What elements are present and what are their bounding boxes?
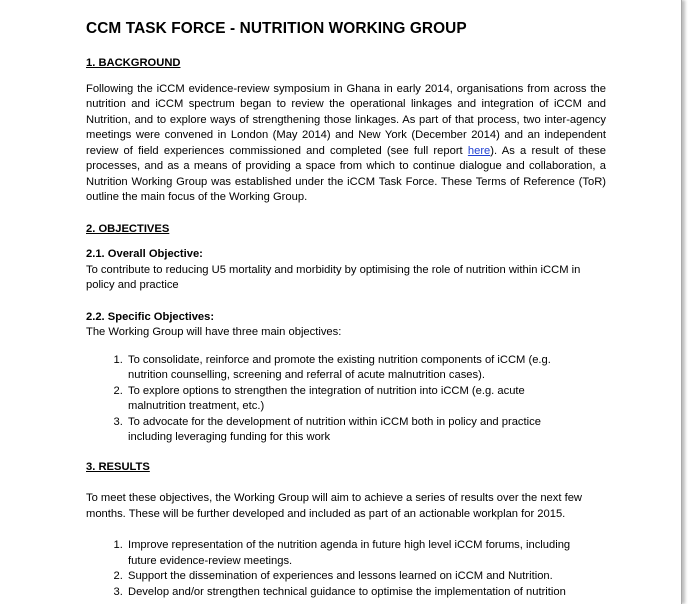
background-text-before-link: Following the iCCM evidence-review symposium in Ghana in early 2014, organisations from across the nutrition and iCCM spectrum began to review the operational linkages and integration of iCCM and Nutrition, and to explore ways of strengthening those linkages. As part of that process, two inter-agency meetings were convened in London (May 2014) and New York (December 2014) and an independent review of field experiences commissioned and completed (see full report (86, 82, 606, 157)
list-item: 3. To advocate for the development of nutrition within iCCM both in policy and practice including leveraging funding for this work (126, 415, 571, 446)
list-item: 1. To consolidate, reinforce and promote the existing nutrition components of iCCM (e.g. nutrition counselling, screening and referral of acute malnutrition cases). (126, 353, 571, 384)
full-report-link[interactable]: here (467, 144, 491, 157)
list-item: 2. Support the dissemination of experiences and lessons learned on iCCM and Nutrition. (126, 569, 571, 585)
background-paragraph (86, 82, 606, 206)
specific-objectives-list (86, 353, 571, 446)
document-content (86, 18, 606, 604)
section-heading-objectives: 2. OBJECTIVES (86, 222, 170, 235)
section-heading-background: 1. BACKGROUND (86, 57, 181, 69)
results-intro: To meet these objectives, the Working Group will aim to achieve a series of results over the next few months. These will be further developed and included as part of an actionable workplan for 2015. (86, 492, 583, 520)
section-heading-results: 3. RESULTS (86, 460, 150, 473)
overall-objective-text: To contribute to reducing U5 mortality and morbidity by optimising the role of nutrition within iCCM in policy and practice (86, 263, 581, 291)
specific-objectives-intro: The Working Group will have three main objectives: (86, 326, 342, 338)
list-item: 2. To explore options to strengthen the integration of nutrition into iCCM (e.g. acute malnutrition treatment, etc.) (126, 384, 571, 415)
results-list (86, 538, 571, 600)
list-item: 1. Improve representation of the nutrition agenda in future high level iCCM forums, including future evidence-review meetings. (126, 538, 571, 569)
overall-objective-heading: 2.1. Overall Objective: (86, 248, 203, 260)
specific-objectives-heading: 2.2. Specific Objectives: (86, 310, 215, 323)
background-text-after-link: ). As a result of these processes, and as a means of providing a space from which to continue dialogue and collaboration, a Nutrition Working Group was established under the iCCM Task Force. These Terms of Reference (ToR) outline the main focus of the Working Group. (86, 144, 606, 203)
list-item: 3. Develop and/or strengthen technical guidance to optimise the implementation of nutrition (126, 585, 571, 601)
document-title: CCM TASK FORCE - NUTRITION WORKING GROUP (86, 20, 467, 37)
